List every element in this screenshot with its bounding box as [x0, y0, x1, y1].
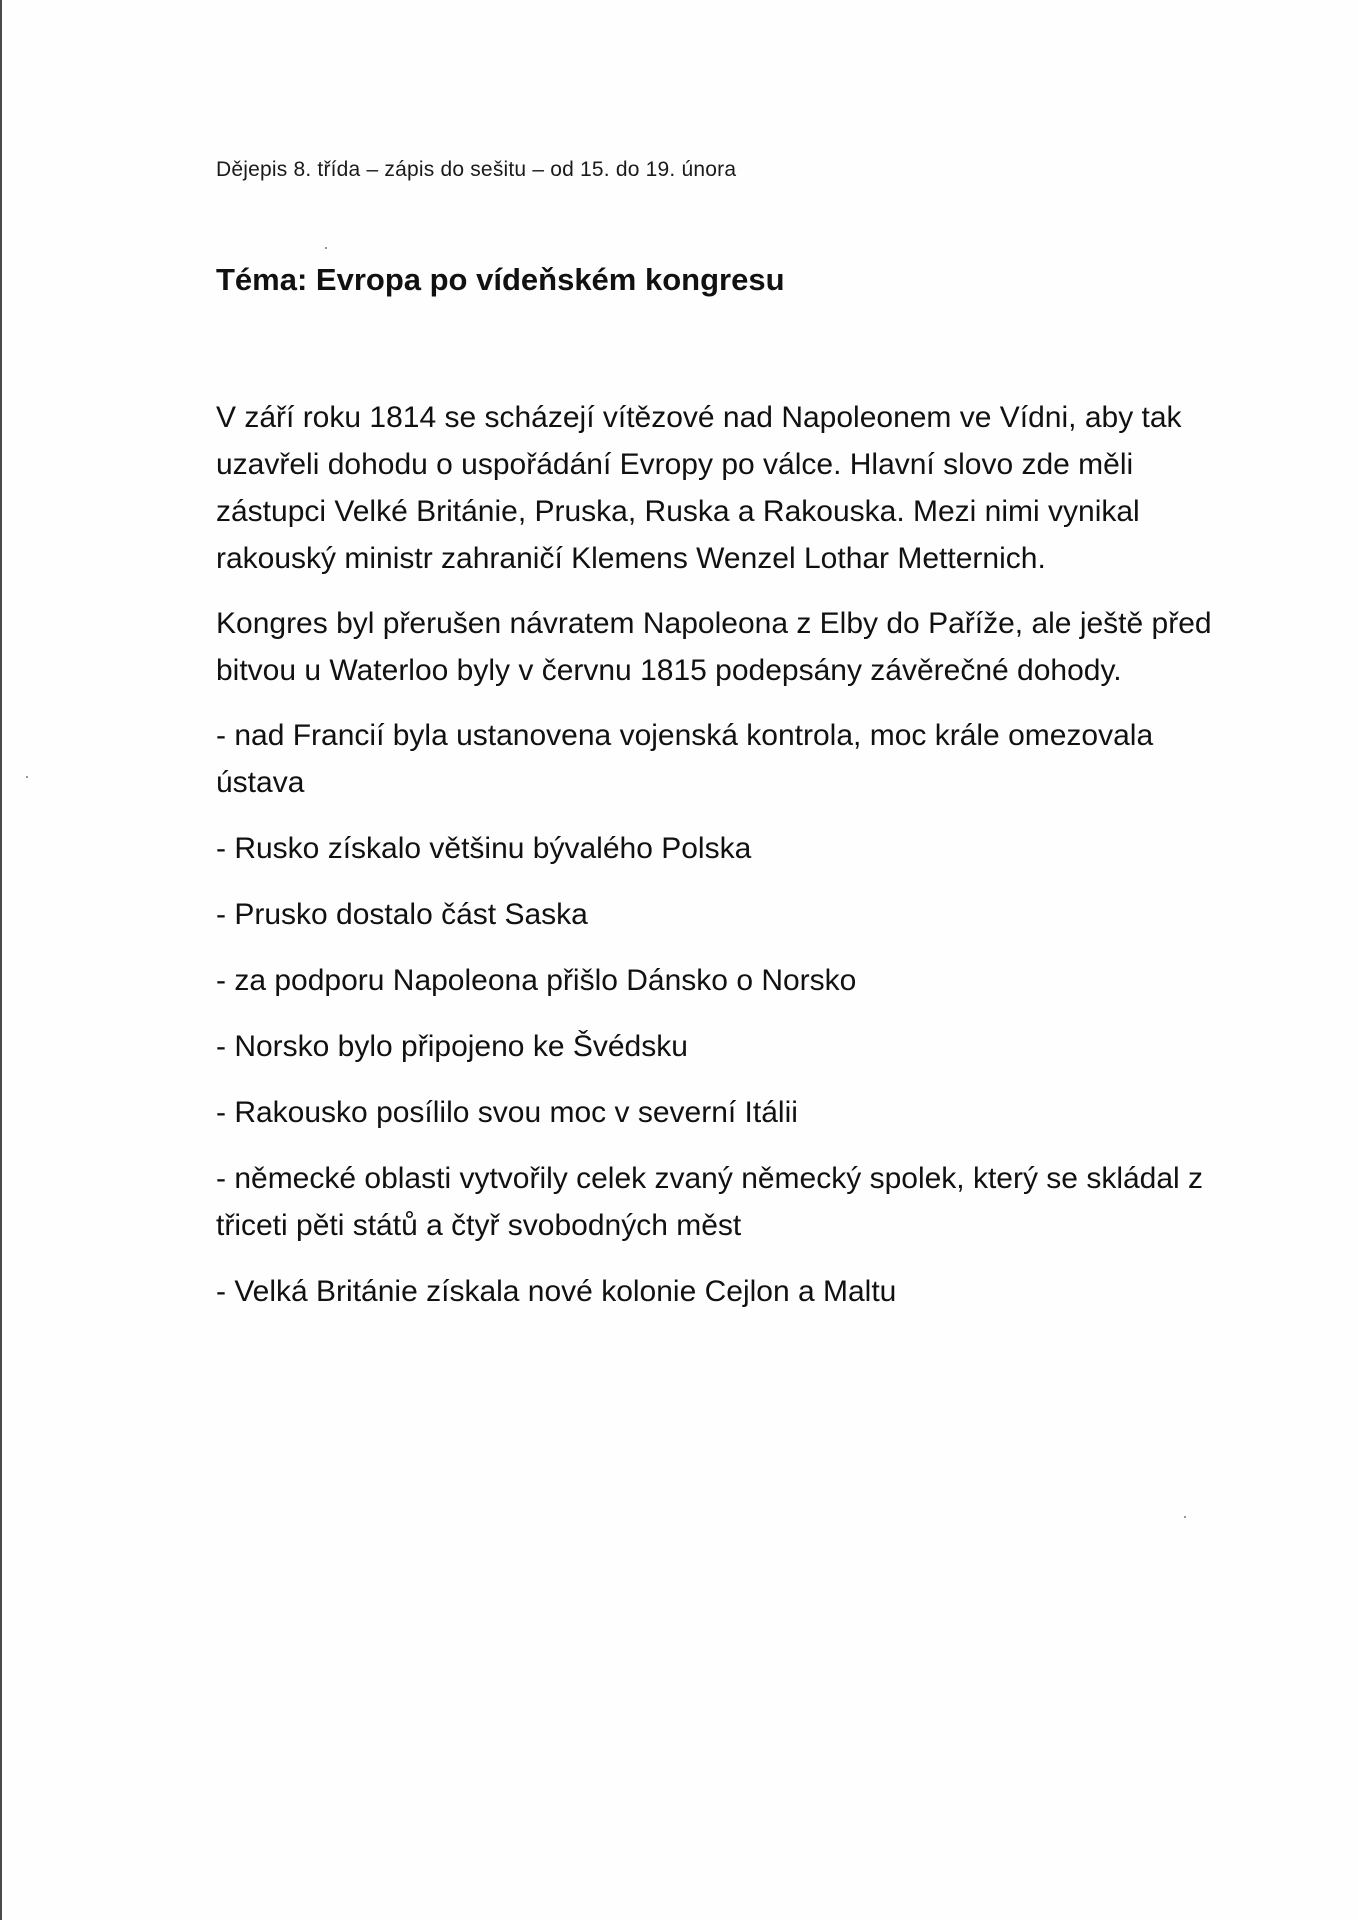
list-item-prussia: - Prusko dostalo část Saska: [216, 898, 588, 931]
scan-speck: [26, 776, 28, 778]
list-item-norway: - Norsko bylo připojeno ke Švédsku: [216, 1030, 688, 1063]
document-header: Dějepis 8. třída – zápis do sešitu – od 15. do 19. února: [216, 158, 737, 181]
paragraph-congress-intro: V září roku 1814 se scházejí vítězové nad Napoleonem ve Vídni, aby tak uzavřeli dohodu o uspořádání Evropy po válce. Hlavní slovo zde měli zástupci Velké Británie, Pruska, Ruska a Rakouska. Mezi nimi vynikal rakouský ministr zahraničí Klemens Wenzel Lothar Metternich.: [216, 401, 1182, 575]
document-body: [216, 394, 1246, 1334]
scan-speck: [1184, 1516, 1186, 1518]
list-item-france: - nad Francií byla ustanovena vojenská kontrola, moc krále omezovala ústava: [216, 719, 1154, 799]
list-item-german-confederation: - německé oblasti vytvořily celek zvaný německý spolek, který se skládal z třiceti pěti států a čtyř svobodných měst: [216, 1162, 1204, 1242]
list-item-austria: - Rakousko posílilo svou moc v severní Itálii: [216, 1096, 798, 1129]
list-item-great-britain: - Velká Británie získala nové kolonie Cejlon a Maltu: [216, 1275, 897, 1308]
paragraph-congress-interrupted: Kongres byl přerušen návratem Napoleona z Elby do Paříže, ale ještě před bitvou u Waterloo byly v červnu 1815 podepsány závěrečné dohody.: [216, 607, 1212, 687]
list-item-denmark: - za podporu Napoleona přišlo Dánsko o Norsko: [216, 964, 857, 997]
page-title: Téma: Evropa po vídeňském kongresu: [216, 262, 785, 297]
list-item-russia: - Rusko získalo většinu bývalého Polska: [216, 832, 752, 865]
scan-edge-line: [0, 0, 2, 1920]
scan-speck: [325, 247, 327, 249]
